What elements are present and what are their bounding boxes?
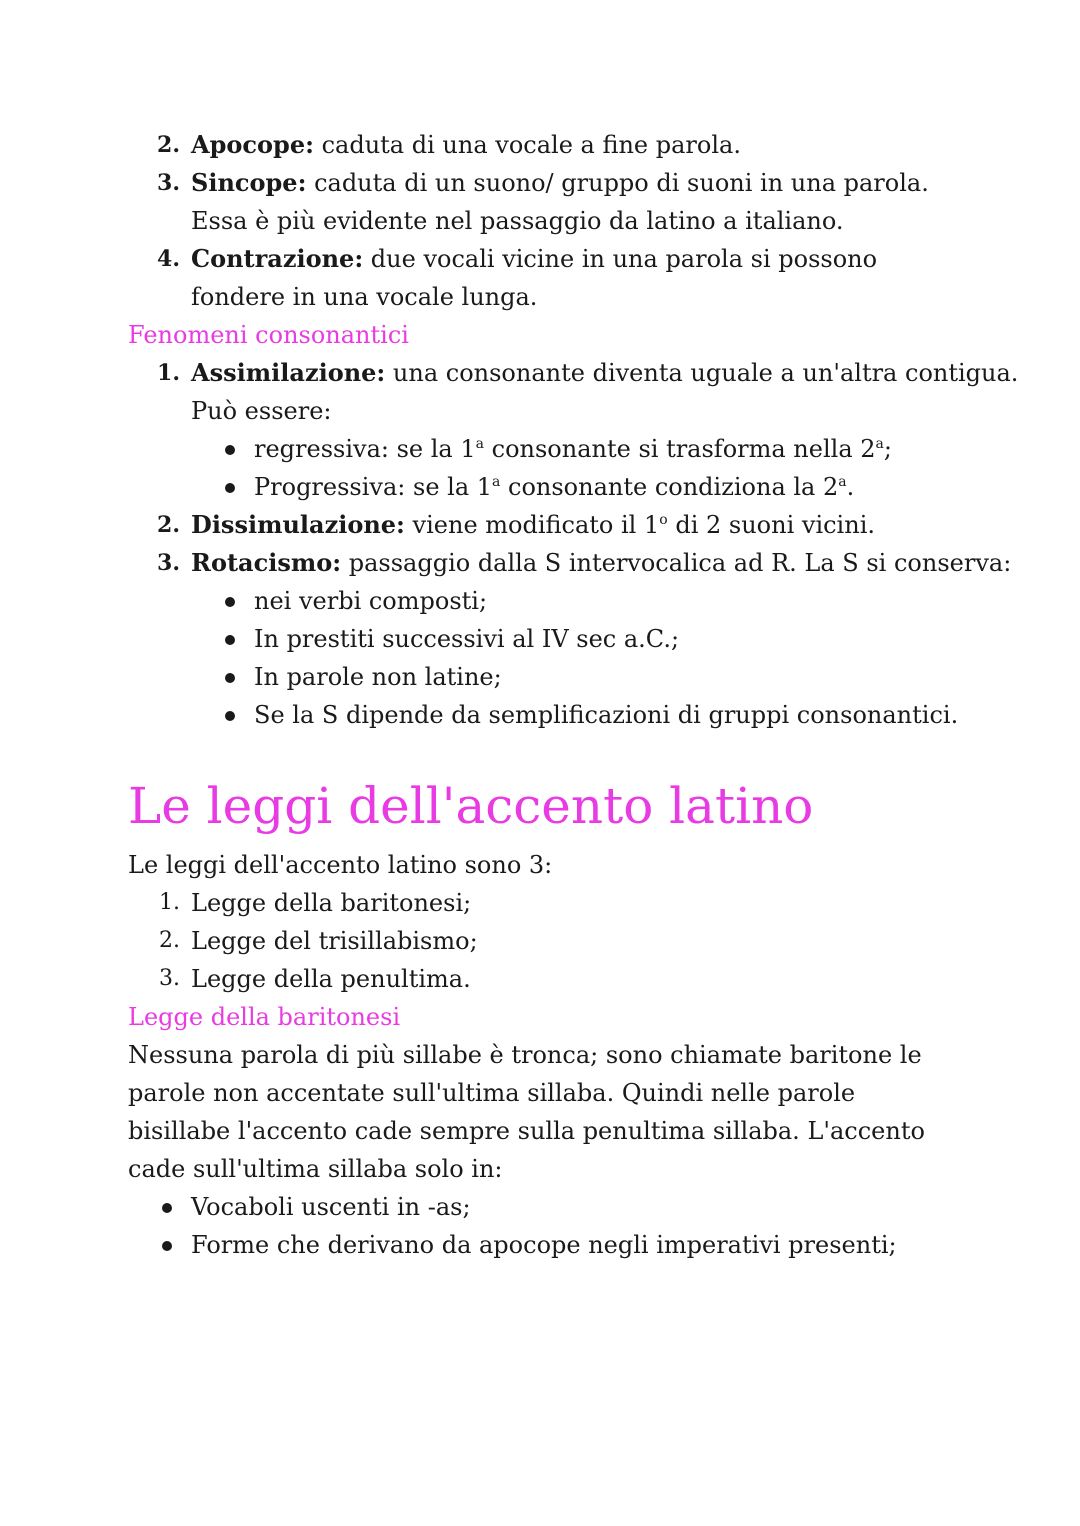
ordinal-superscript: o xyxy=(659,512,668,528)
term-rotacismo: Rotacismo: xyxy=(191,548,342,577)
bullet-dot xyxy=(225,445,235,455)
bullet-dot xyxy=(225,635,235,645)
bullet-dot xyxy=(225,483,235,493)
bullet-item xyxy=(128,696,958,734)
list-number: 1. xyxy=(159,890,180,915)
list-item-law xyxy=(128,922,958,960)
bullet-item-regressiva xyxy=(128,430,958,468)
page-title: Le leggi dell'accento latino xyxy=(128,777,814,835)
list-item-law xyxy=(128,884,958,922)
law-text: Legge della baritonesi; xyxy=(191,889,472,917)
term-sincope: Sincope: xyxy=(191,168,307,197)
bullet-dot xyxy=(225,597,235,607)
list-item-assimilazione xyxy=(128,354,1019,392)
ordinal-superscript: a xyxy=(475,436,484,452)
bullet-text: . xyxy=(846,473,855,501)
term-dissimulazione: Dissimulazione: xyxy=(191,510,405,539)
bullet-dot xyxy=(162,1241,172,1251)
bullet-text: Progressiva: se la 1 xyxy=(254,473,493,501)
definition-apocope: caduta di una vocale a fine parola. xyxy=(313,131,741,159)
list-number: 2. xyxy=(157,512,180,538)
list-item-continuation xyxy=(128,392,958,430)
list-number: 3. xyxy=(157,170,180,196)
definition-sincope: caduta di un suono/ gruppo di suoni in una parola. Essa è più evidente nel passaggio da latino a italiano. xyxy=(191,169,929,235)
list-item-apocope xyxy=(128,126,958,164)
law-text: Legge della penultima. xyxy=(191,965,471,993)
bullet-text: Vocaboli uscenti in -as; xyxy=(191,1193,471,1221)
bullet-text: consonante condiziona la 2 xyxy=(500,473,839,501)
bullet-item xyxy=(128,620,958,658)
list-number: 2. xyxy=(157,132,180,158)
ordinal-superscript: a xyxy=(492,474,501,490)
definition-assimilazione: una consonante diventa uguale a un'altra contigua. xyxy=(385,359,1019,387)
section-heading-consonantic: Fenomeni consonantici xyxy=(128,321,409,349)
intro-text: Le leggi dell'accento latino sono 3: xyxy=(128,851,553,879)
paragraph-baritonesi: Nessuna parola di più sillabe è tronca; sono chiamate baritone le parole non accentate sull'ultima sillaba. Quindi nelle parole bisillabe l'accento cade sempre sulla penultima sillaba. L'accento cade sull'ultima sillaba solo in: xyxy=(128,1041,925,1183)
list-item-rotacismo xyxy=(128,544,1012,582)
bullet-item-progressiva xyxy=(128,468,958,506)
list-number: 1. xyxy=(157,360,180,386)
bullet-item xyxy=(128,658,958,696)
bullet-dot xyxy=(225,673,235,683)
ordinal-superscript: a xyxy=(838,474,847,490)
bullet-item xyxy=(128,1226,958,1264)
term-assimilazione: Assimilazione: xyxy=(191,358,386,387)
list-item-dissimulazione xyxy=(128,506,958,544)
bullet-text: regressiva: se la 1 xyxy=(254,435,476,463)
bullet-text: ; xyxy=(883,435,892,463)
definition-contrazione: due vocali vicine in una parola si possono fondere in una vocale lunga. xyxy=(191,245,878,311)
law-text: Legge del trisillabismo; xyxy=(191,927,478,955)
bullet-dot xyxy=(225,711,235,721)
bullet-text: Se la S dipende da semplificazioni di gruppi consonantici. xyxy=(254,701,959,729)
term-contrazione: Contrazione: xyxy=(191,244,364,273)
definition-rotacismo: passaggio dalla S intervocalica ad R. La S si conserva: xyxy=(341,549,1012,577)
list-number: 4. xyxy=(157,246,180,272)
list-item-law xyxy=(128,960,958,998)
bullet-text: consonante si trasforma nella 2 xyxy=(484,435,876,463)
list-item-sincope xyxy=(128,164,958,240)
list-number: 3. xyxy=(157,550,180,576)
bullet-item xyxy=(128,582,958,620)
definition-dissimulazione: viene modificato il 1 xyxy=(404,511,660,539)
list-number: 3. xyxy=(159,966,180,991)
document-page xyxy=(128,126,1019,1264)
list-number: 2. xyxy=(159,928,180,953)
bullet-dot xyxy=(162,1203,172,1213)
list-item-contrazione xyxy=(128,240,958,316)
section-heading-baritonesi: Legge della baritonesi xyxy=(128,1003,401,1031)
bullet-text: nei verbi composti; xyxy=(254,587,488,615)
bullet-item xyxy=(128,1188,958,1226)
bullet-text: In parole non latine; xyxy=(254,663,502,691)
bullet-text: In prestiti successivi al IV sec a.C.; xyxy=(254,625,680,653)
definition-dissimulazione-end: di 2 suoni vicini. xyxy=(667,511,875,539)
assimilazione-continuation: Può essere: xyxy=(191,397,332,425)
term-apocope: Apocope: xyxy=(191,130,314,159)
ordinal-superscript: a xyxy=(875,436,884,452)
bullet-text: Forme che derivano da apocope negli imperativi presenti; xyxy=(191,1231,897,1259)
